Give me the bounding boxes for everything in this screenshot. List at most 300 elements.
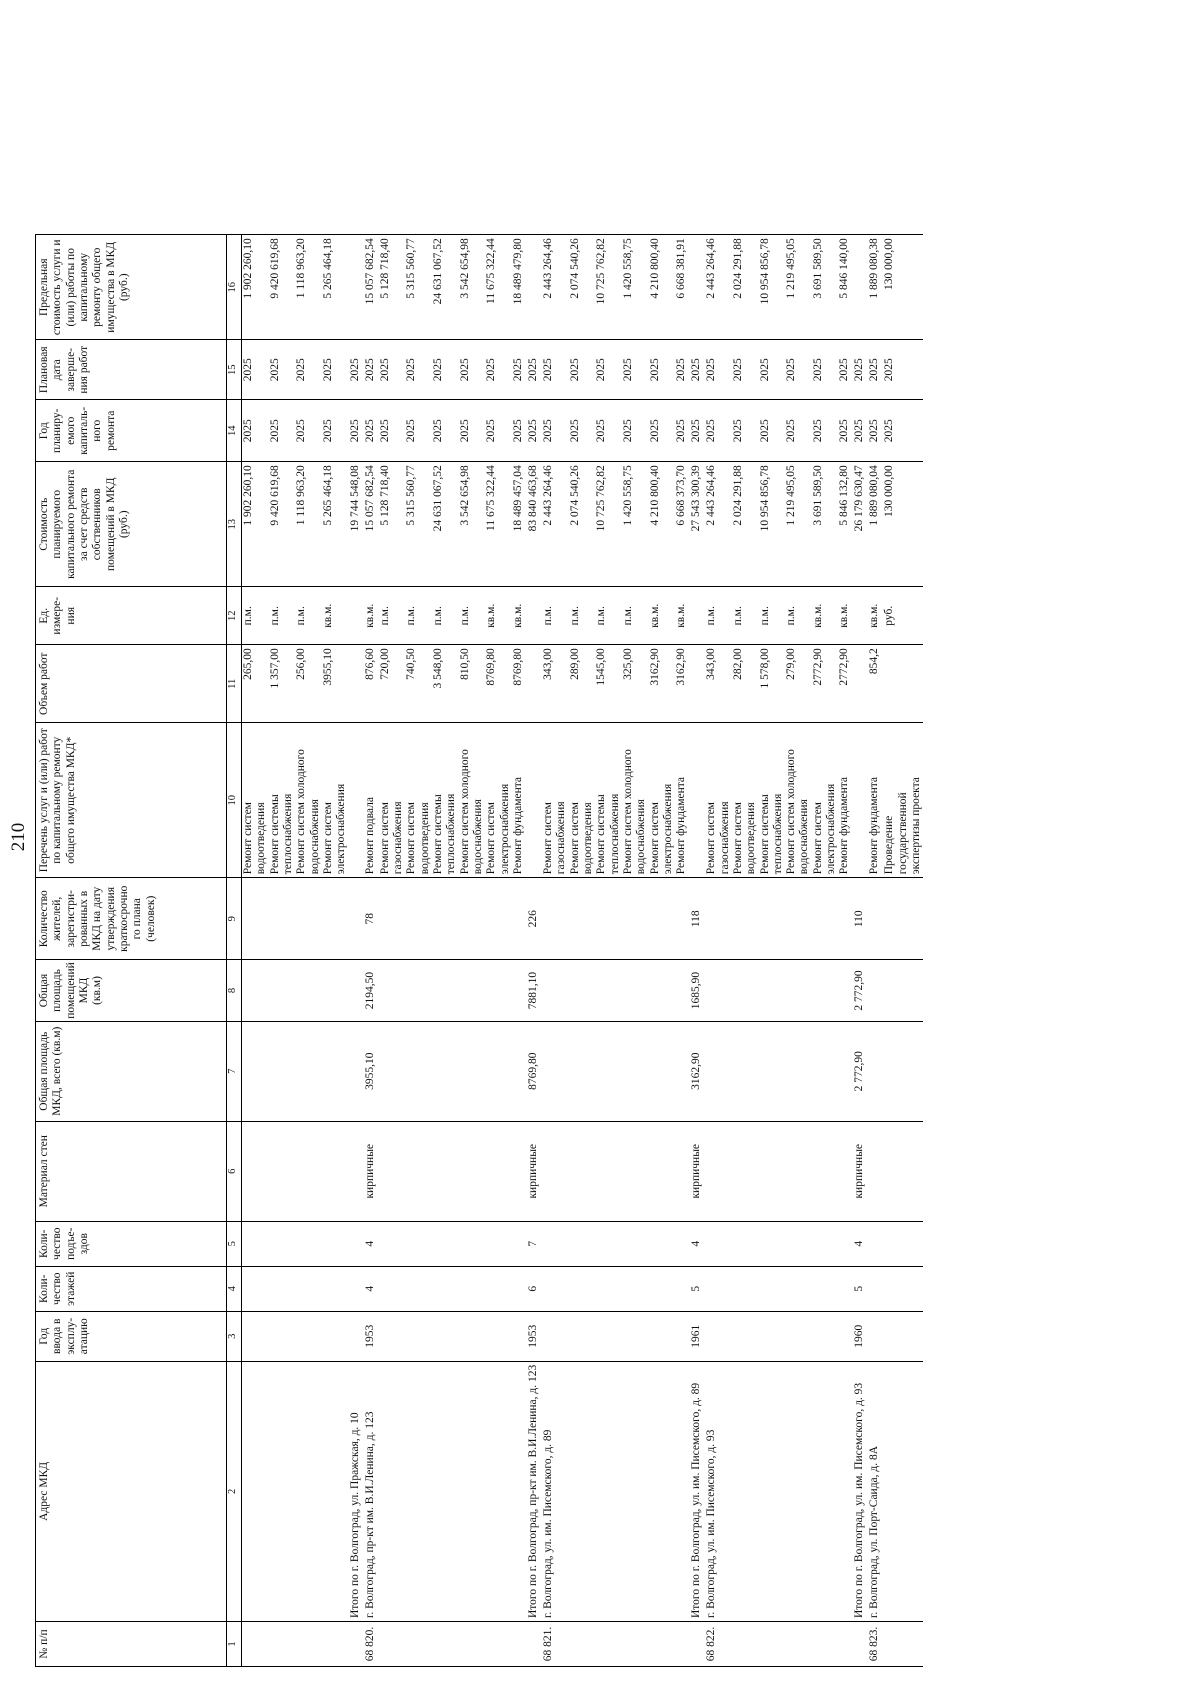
row-entrances: 4	[690, 1221, 705, 1266]
row-unit	[853, 587, 868, 645]
row-area-premises	[269, 960, 296, 1021]
row-area-premises	[883, 960, 923, 1021]
row-limit: 130 000,00	[883, 235, 923, 340]
row-cost: 2 443 264,46	[705, 462, 732, 587]
row-area-total	[675, 1021, 690, 1121]
row-year	[485, 1311, 512, 1361]
col-header-residents: Количество жителей, зарегистри-рованных в МКД на дату утверждения краткосрочно го плана (человек)	[36, 878, 227, 960]
row-plan-year: 2025	[675, 400, 690, 462]
row-end-year: 2025	[595, 340, 622, 400]
row-limit	[527, 235, 542, 340]
row-year	[649, 1311, 676, 1361]
row-floors: 4	[364, 1266, 379, 1311]
row-entrances	[349, 1221, 364, 1266]
row-volume: 1 578,00	[759, 645, 786, 723]
row-cost: 2 443 264,46	[542, 462, 569, 587]
row-entrances	[485, 1221, 512, 1266]
row-residents	[785, 878, 812, 960]
row-year	[675, 1311, 690, 1361]
row-cost: 4 210 800,40	[649, 462, 676, 587]
row-address: Итого по г. Волгоград, ул. им. Писемского, д. 93	[853, 1361, 868, 1621]
row-entrances	[883, 1221, 923, 1266]
row-unit: п.м.	[705, 587, 732, 645]
row-area-premises	[349, 960, 364, 1021]
row-residents: 110	[853, 878, 868, 960]
row-residents	[405, 878, 432, 960]
row-work	[868, 723, 883, 878]
row-plan-year: 2025	[868, 400, 883, 462]
row-area-premises	[705, 960, 732, 1021]
row-entrances	[295, 1221, 322, 1266]
row-residents	[732, 878, 759, 960]
row-plan-year: 2025	[838, 400, 853, 462]
table-body	[242, 235, 924, 1667]
row-limit: 2 443 264,46	[705, 235, 732, 340]
row-end-year: 2025	[812, 340, 839, 400]
row-end-year: 2025	[838, 340, 853, 400]
row-limit: 1 902 260,10	[242, 235, 269, 340]
row-number	[838, 1622, 853, 1667]
work-line: Ремонт систем	[321, 802, 334, 875]
row-area-total	[322, 1021, 349, 1121]
row-volume	[690, 645, 705, 723]
row-entrances: 4	[364, 1221, 379, 1266]
work-line: водоснабжения	[308, 799, 321, 875]
row-year	[405, 1311, 432, 1361]
row-area-premises	[379, 960, 406, 1021]
row-end-year: 2025	[459, 340, 486, 400]
row-floors	[512, 1266, 527, 1311]
table-row	[759, 235, 786, 1667]
table-row	[322, 235, 349, 1667]
row-area-premises	[322, 960, 349, 1021]
row-area-total	[379, 1021, 406, 1121]
row-entrances	[675, 1221, 690, 1266]
row-area-total	[705, 1021, 732, 1121]
row-cost: 18 489 457,04	[512, 462, 527, 587]
row-address	[595, 1361, 622, 1621]
row-limit: 5 315 560,77	[405, 235, 432, 340]
row-floors: 5	[853, 1266, 868, 1311]
row-area-premises	[295, 960, 322, 1021]
table-row	[595, 235, 622, 1667]
row-number	[732, 1622, 759, 1667]
col-number: 12	[227, 587, 242, 645]
table-row	[838, 235, 853, 1667]
row-area-premises: 2194,50	[364, 960, 379, 1021]
row-volume: 2772,90	[838, 645, 853, 723]
table-row	[242, 235, 269, 1667]
row-address	[759, 1361, 786, 1621]
row-unit: п.м.	[732, 587, 759, 645]
row-number	[432, 1622, 459, 1667]
table-row	[868, 235, 883, 1667]
row-area-premises	[569, 960, 596, 1021]
work-line: газоснабжения	[718, 801, 731, 875]
row-residents	[883, 878, 923, 960]
table-row	[542, 235, 569, 1667]
col-header-address: Адрес МКД	[36, 1361, 227, 1621]
row-entrances	[812, 1221, 839, 1266]
work-line: электроснабжения	[498, 783, 511, 875]
row-cost: 5 846 132,80	[838, 462, 853, 587]
row-work	[322, 723, 349, 878]
row-unit: п.м.	[459, 587, 486, 645]
row-volume	[349, 645, 364, 723]
row-floors	[349, 1266, 364, 1311]
row-number	[379, 1622, 406, 1667]
row-area-premises	[595, 960, 622, 1021]
row-work	[649, 723, 676, 878]
row-end-year: 2025	[649, 340, 676, 400]
work-line: Проведение	[883, 815, 896, 875]
row-address	[322, 1361, 349, 1621]
row-cost: 5 128 718,40	[379, 462, 406, 587]
row-work	[485, 723, 512, 878]
row-residents: 78	[364, 878, 379, 960]
row-plan-year: 2025	[785, 400, 812, 462]
work-line: Ремонт систем холодного	[458, 749, 471, 875]
row-limit: 10 725 762,82	[595, 235, 622, 340]
row-unit: п.м.	[405, 587, 432, 645]
row-year	[512, 1311, 527, 1361]
row-volume	[853, 645, 868, 723]
table-row	[295, 235, 322, 1667]
row-entrances	[838, 1221, 853, 1266]
work-line: водоотведения	[255, 802, 268, 875]
work-line: электроснабжения	[661, 783, 674, 875]
row-residents	[295, 878, 322, 960]
row-number	[242, 1622, 269, 1667]
row-number	[675, 1622, 690, 1667]
row-cost: 6 668 373,70	[675, 462, 690, 587]
col-header-limit-cost: Предельная стоимость услуги и (или) работы по капитальному ремонту общего имущества в МКД (руб.)	[36, 235, 227, 340]
row-end-year: 2025	[569, 340, 596, 400]
row-floors	[812, 1266, 839, 1311]
row-unit: п.м.	[379, 587, 406, 645]
row-number: 68 820.	[364, 1622, 379, 1667]
row-address	[242, 1361, 269, 1621]
work-line: теплоснабжения	[445, 793, 458, 875]
row-plan-year: 2025	[883, 400, 923, 462]
row-work	[459, 723, 486, 878]
row-floors	[459, 1266, 486, 1311]
col-header-area-premises: Общая площадь помещений МКД (кв.м)	[36, 960, 227, 1021]
row-unit: кв.м.	[868, 587, 883, 645]
row-unit: п.м.	[595, 587, 622, 645]
row-address: г. Волгоград, пр-кт им. В.И.Ленина, д. 123	[364, 1361, 379, 1621]
row-entrances	[569, 1221, 596, 1266]
row-end-year: 2025	[785, 340, 812, 400]
row-end-year: 2025	[432, 340, 459, 400]
row-area-total	[349, 1021, 364, 1121]
col-header-plan-year: Год планиру-емого капиталь-ного ремонта	[36, 400, 227, 462]
row-address: Итого по г. Волгоград, ул. им. Писемского, д. 89	[690, 1361, 705, 1621]
row-volume: 282,00	[732, 645, 759, 723]
row-unit: п.м.	[542, 587, 569, 645]
row-area-total	[649, 1021, 676, 1121]
row-number: 68 822.	[705, 1622, 732, 1667]
row-area-premises	[242, 960, 269, 1021]
row-limit: 5 265 464,18	[322, 235, 349, 340]
row-address	[649, 1361, 676, 1621]
row-cost: 1 420 558,75	[622, 462, 649, 587]
row-unit: кв.м.	[649, 587, 676, 645]
row-cost: 83 840 463,68	[527, 462, 542, 587]
row-area-total	[512, 1021, 527, 1121]
row-plan-year: 2025	[432, 400, 459, 462]
row-end-year: 2025	[379, 340, 406, 400]
row-cost: 1 219 495,05	[785, 462, 812, 587]
row-end-year: 2025	[527, 340, 542, 400]
row-address	[838, 1361, 853, 1621]
row-area-premises: 2 772,90	[853, 960, 868, 1021]
row-cost: 3 542 654,98	[459, 462, 486, 587]
row-entrances	[649, 1221, 676, 1266]
row-residents	[349, 878, 364, 960]
row-address	[883, 1361, 923, 1621]
row-year	[785, 1311, 812, 1361]
row-year	[295, 1311, 322, 1361]
row-entrances	[322, 1221, 349, 1266]
row-work	[569, 723, 596, 878]
row-area-premises: 7881,10	[527, 960, 542, 1021]
row-end-year: 2025	[364, 340, 379, 400]
row-volume: 2772,90	[812, 645, 839, 723]
work-line: Ремонт системы	[431, 794, 444, 875]
row-work	[349, 723, 364, 878]
row-area-total: 3955,10	[364, 1021, 379, 1121]
row-number	[322, 1622, 349, 1667]
row-residents	[485, 878, 512, 960]
col-number: 8	[227, 960, 242, 1021]
row-volume: 289,00	[569, 645, 596, 723]
row-residents	[812, 878, 839, 960]
col-number: 3	[227, 1311, 242, 1361]
row-volume	[527, 645, 542, 723]
work-line: Ремонт систем	[568, 802, 581, 875]
row-unit	[527, 587, 542, 645]
row-limit: 2 443 264,46	[542, 235, 569, 340]
row-volume: 1 357,00	[269, 645, 296, 723]
row-material	[649, 1121, 676, 1221]
row-unit: п.м.	[785, 587, 812, 645]
row-material	[759, 1121, 786, 1221]
row-material: кирпичные	[853, 1121, 868, 1221]
col-header-material: Материал стен	[36, 1121, 227, 1221]
row-end-year: 2025	[295, 340, 322, 400]
row-material	[542, 1121, 569, 1221]
row-address: г. Волгоград, ул. Порт-Саида, д. 8А	[868, 1361, 883, 1621]
row-area-premises	[432, 960, 459, 1021]
row-residents	[759, 878, 786, 960]
row-work	[595, 723, 622, 878]
row-end-year: 2025	[705, 340, 732, 400]
col-number: 4	[227, 1266, 242, 1311]
row-floors	[485, 1266, 512, 1311]
row-work	[242, 723, 269, 878]
page-number: 210	[8, 822, 29, 852]
row-unit: руб.	[883, 587, 923, 645]
row-unit: п.м.	[432, 587, 459, 645]
row-area-total	[812, 1021, 839, 1121]
row-cost: 1 118 963,20	[295, 462, 322, 587]
row-number	[853, 1622, 868, 1667]
row-unit: п.м.	[269, 587, 296, 645]
work-line: Ремонт систем	[242, 802, 254, 875]
row-year	[838, 1311, 853, 1361]
work-line: водоснабжения	[798, 799, 811, 875]
row-entrances	[622, 1221, 649, 1266]
work-line: теплоснабжения	[771, 793, 784, 875]
table-row	[485, 235, 512, 1667]
row-material	[868, 1121, 883, 1221]
row-material	[812, 1121, 839, 1221]
row-work	[690, 723, 705, 878]
row-end-year: 2025	[883, 340, 923, 400]
row-number	[759, 1622, 786, 1667]
row-limit: 1 118 963,20	[295, 235, 322, 340]
row-address: г. Волгоград, ул. им. Писемского, д. 89	[542, 1361, 569, 1621]
work-line: газоснабжения	[555, 801, 568, 875]
row-year: 1960	[853, 1311, 868, 1361]
table-row	[432, 235, 459, 1667]
row-residents: 226	[527, 878, 542, 960]
table-row	[405, 235, 432, 1667]
row-work	[527, 723, 542, 878]
row-number	[349, 1622, 364, 1667]
row-address	[622, 1361, 649, 1621]
row-limit: 10 954 856,78	[759, 235, 786, 340]
work-line: Ремонт подвала	[363, 797, 376, 875]
table-row	[675, 235, 690, 1667]
row-unit: п.м.	[295, 587, 322, 645]
row-year	[732, 1311, 759, 1361]
table-row	[690, 235, 705, 1667]
table-row	[269, 235, 296, 1667]
row-residents	[595, 878, 622, 960]
row-volume: 810,50	[459, 645, 486, 723]
row-end-year: 2025	[242, 340, 269, 400]
row-area-total	[569, 1021, 596, 1121]
row-material	[595, 1121, 622, 1221]
row-address: Итого по г. Волгоград, пр-кт им. В.И.Ленина, д. 123	[527, 1361, 542, 1621]
row-floors	[379, 1266, 406, 1311]
row-plan-year: 2025	[759, 400, 786, 462]
row-work	[705, 723, 732, 878]
table-row	[883, 235, 923, 1667]
row-entrances: 4	[853, 1221, 868, 1266]
row-volume: 876,60	[364, 645, 379, 723]
row-floors	[649, 1266, 676, 1311]
row-volume: 740,50	[405, 645, 432, 723]
row-limit: 6 668 381,91	[675, 235, 690, 340]
row-residents	[838, 878, 853, 960]
col-header-unit: Ед. измере-ния	[36, 587, 227, 645]
table-row	[379, 235, 406, 1667]
row-unit: кв.м.	[838, 587, 853, 645]
row-material	[322, 1121, 349, 1221]
row-area-total	[595, 1021, 622, 1121]
col-number: 14	[227, 400, 242, 462]
row-area-total	[622, 1021, 649, 1121]
col-header-cost: Стоимость планируемого капитального ремонта за счет средств собственников помещений в МКД (руб.)	[36, 462, 227, 587]
row-work	[542, 723, 569, 878]
row-material	[622, 1121, 649, 1221]
row-number	[690, 1622, 705, 1667]
row-volume: 720,00	[379, 645, 406, 723]
table-row	[785, 235, 812, 1667]
row-plan-year: 2025	[295, 400, 322, 462]
work-line: Ремонт систем холодного	[621, 749, 634, 875]
row-entrances	[459, 1221, 486, 1266]
row-work	[405, 723, 432, 878]
row-floors	[295, 1266, 322, 1311]
row-floors	[242, 1266, 269, 1311]
row-address	[269, 1361, 296, 1621]
row-material	[349, 1121, 364, 1221]
row-unit: п.м.	[242, 587, 269, 645]
row-work	[295, 723, 322, 878]
row-entrances: 7	[527, 1221, 542, 1266]
work-line: Ремонт системы	[268, 794, 281, 875]
work-line: теплоснабжения	[608, 793, 621, 875]
work-line: Ремонт систем	[541, 802, 554, 875]
row-residents	[868, 878, 883, 960]
row-floors	[759, 1266, 786, 1311]
row-number	[459, 1622, 486, 1667]
row-end-year: 2025	[675, 340, 690, 400]
work-line: электроснабжения	[335, 783, 348, 875]
row-year	[595, 1311, 622, 1361]
table-row	[349, 235, 364, 1667]
row-end-year: 2025	[759, 340, 786, 400]
row-plan-year: 2025	[853, 400, 868, 462]
work-line: Ремонт системы	[595, 794, 608, 875]
row-year	[269, 1311, 296, 1361]
work-line: водоотведения	[418, 802, 431, 875]
table-row	[569, 235, 596, 1667]
row-area-total	[459, 1021, 486, 1121]
row-material	[785, 1121, 812, 1221]
row-floors	[569, 1266, 596, 1311]
table-row	[705, 235, 732, 1667]
row-entrances	[242, 1221, 269, 1266]
row-area-total	[242, 1021, 269, 1121]
work-line: теплоснабжения	[281, 793, 294, 875]
work-line: Ремонт системы	[758, 794, 771, 875]
row-area-total	[432, 1021, 459, 1121]
row-material	[512, 1121, 527, 1221]
row-volume: 8769,80	[485, 645, 512, 723]
row-cost: 11 675 322,44	[485, 462, 512, 587]
row-address: г. Волгоград, ул. им. Писемского, д. 93	[705, 1361, 732, 1621]
row-material	[569, 1121, 596, 1221]
row-floors	[785, 1266, 812, 1311]
row-area-premises	[838, 960, 853, 1021]
col-header-entrances: Коли-чество подъе-здов	[36, 1221, 227, 1266]
row-floors	[675, 1266, 690, 1311]
col-header-volume: Объем работ	[36, 645, 227, 723]
work-line: Ремонт фундамента	[675, 776, 688, 875]
row-material	[883, 1121, 923, 1221]
row-area-total: 8769,80	[527, 1021, 542, 1121]
row-unit: п.м.	[569, 587, 596, 645]
row-plan-year: 2025	[485, 400, 512, 462]
row-area-total	[732, 1021, 759, 1121]
row-residents	[542, 878, 569, 960]
row-material	[675, 1121, 690, 1221]
